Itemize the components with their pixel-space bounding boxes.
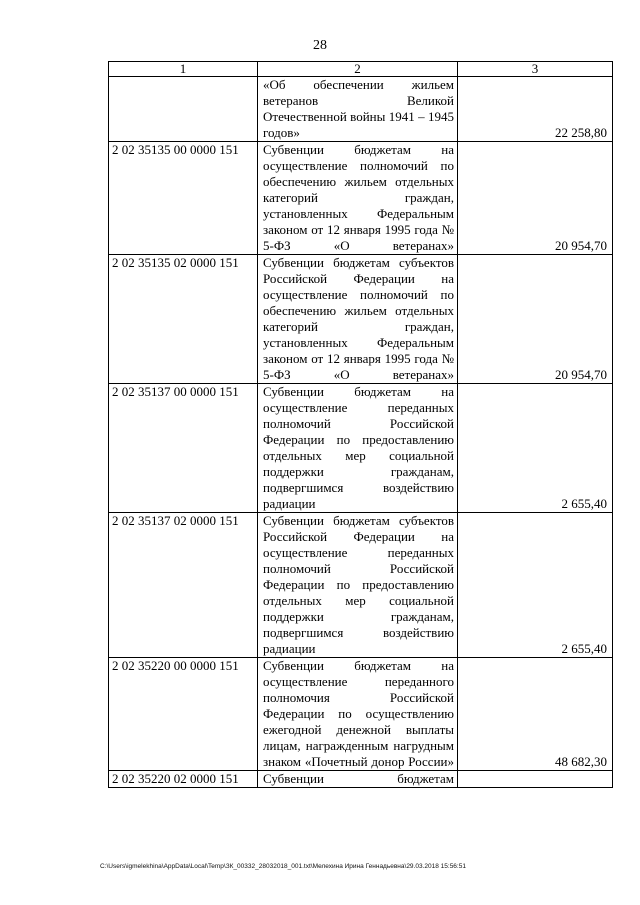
budget-table [108,61,613,788]
row-amount: 2 655,40 [458,384,613,513]
row-amount: 20 954,70 [458,142,613,255]
row-amount: 48 682,30 [458,658,613,771]
table-header-row [109,62,613,77]
row-code: 2 02 35135 00 0000 151 [109,142,258,255]
file-path-footer: C:\Users\igmelekhina\AppData\Local\Temp\ЗК_00332_28032018_001.txt\Мелехина Ирина Геннадьевна\29.03.2018 15:56:51 [100,863,466,870]
row-amount [458,771,613,788]
row-code [109,77,258,142]
table-row [109,771,613,788]
row-code: 2 02 35137 02 0000 151 [109,513,258,658]
row-amount: 20 954,70 [458,255,613,384]
row-amount: 22 258,80 [458,77,613,142]
column-header-code: 1 [109,62,258,77]
table-row [109,658,613,771]
row-description: Субвенции бюджетам на осуществление переданных полномочий Российской Федерации по предоставлению отдельных мер социальной поддержки гражданам, подвергшимся воздействию радиации [258,384,458,513]
page-number: 28 [313,38,327,53]
row-code: 2 02 35135 02 0000 151 [109,255,258,384]
row-description: Субвенции бюджетам субъектов Российской Федерации на осуществление переданных полномочий Российской Федерации по предоставлению отдельных мер социальной поддержки гражданам, подвергшимся воздействию радиации [258,513,458,658]
row-amount: 2 655,40 [458,513,613,658]
table-row [109,384,613,513]
table-row [109,142,613,255]
row-description: Субвенции бюджетам [258,771,458,788]
row-code: 2 02 35137 00 0000 151 [109,384,258,513]
table-row [109,513,613,658]
table-row [109,255,613,384]
table-row [109,77,613,142]
row-description: Субвенции бюджетам на осуществление переданного полномочия Российской Федерации по осуществлению ежегодной денежной выплаты лицам, награжденным нагрудным знаком «Почетный донор России» [258,658,458,771]
row-description: «Об обеспечении жильем ветеранов Великой Отечественной войны 1941 – 1945 годов» [258,77,458,142]
column-header-description: 2 [258,62,458,77]
row-description: Субвенции бюджетам субъектов Российской Федерации на осуществление полномочий по обеспечению жильем отдельных категорий граждан, установленных Федеральным законом от 12 января 1995 года № 5-ФЗ «О ветеранах» [258,255,458,384]
row-code: 2 02 35220 02 0000 151 [109,771,258,788]
row-code: 2 02 35220 00 0000 151 [109,658,258,771]
row-description: Субвенции бюджетам на осуществление полномочий по обеспечению жильем отдельных категорий граждан, установленных Федеральным законом от 12 января 1995 года № 5-ФЗ «О ветеранах» [258,142,458,255]
column-header-amount: 3 [458,62,613,77]
